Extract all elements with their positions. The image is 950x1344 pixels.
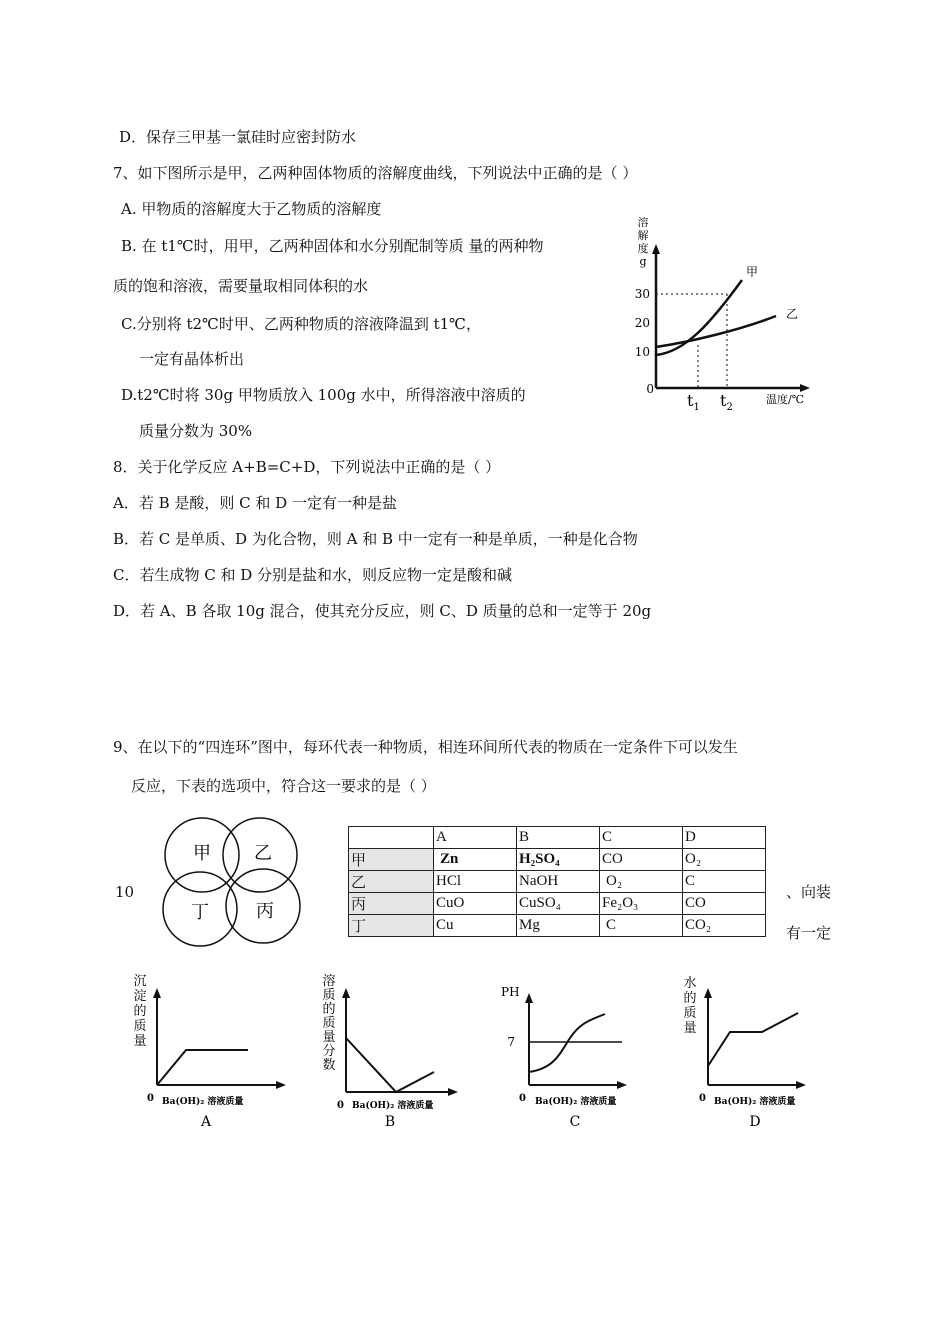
table-row bbox=[349, 893, 766, 915]
graph-d-xlabel: Ba(OH)₂ 溶液质量 bbox=[714, 1097, 796, 1107]
q7-option-b-line2: 质的饱和溶液，需要量取相同体积的水 bbox=[113, 277, 369, 295]
graph-c-ylabel: PH bbox=[501, 985, 520, 999]
q8-option-a: A．若 B 是酸，则 C 和 D 一定有一种是盐 bbox=[113, 494, 397, 512]
graph-c-label: C bbox=[569, 1114, 581, 1130]
q7-option-a: A. 甲物质的溶解度大于乙物质的溶解度 bbox=[121, 200, 382, 218]
table-cell: CO bbox=[600, 849, 683, 871]
graph-d-y-arrow bbox=[704, 988, 712, 998]
q7-option-d-line2: 质量分数为 30% bbox=[139, 422, 253, 440]
x-axis-label: 温度/℃ bbox=[766, 393, 805, 406]
graph-a-x-arrow bbox=[276, 1081, 286, 1089]
graph-a-ylabel-char: 沉 bbox=[133, 974, 147, 989]
y-tick-label: 30 bbox=[634, 287, 650, 301]
q8-option-d: D．若 A、B 各取 10g 混合，使其充分反应，则 C、D 质量的总和一定等于 20g bbox=[113, 602, 652, 620]
graph-d bbox=[670, 968, 835, 1134]
table-cell: O₂ bbox=[683, 849, 766, 871]
q6-option-d: D．保存三甲基一氯硅时应密封防水 bbox=[119, 128, 357, 146]
table-cell: 丁 bbox=[349, 915, 434, 937]
graph-a-ylabel-char: 淀 bbox=[133, 989, 147, 1004]
graph-b-ylabel-char: 量 bbox=[322, 1030, 336, 1045]
y-label-char: 溶 bbox=[637, 216, 649, 229]
q10-tail-line1: 、向装 bbox=[786, 883, 832, 901]
graph-c-x-arrow bbox=[617, 1081, 627, 1089]
graph-d-curve bbox=[708, 1013, 798, 1066]
table-header-cell: C bbox=[600, 827, 683, 849]
x-tick-t1: $t_1$ bbox=[687, 391, 700, 412]
table-cell: Zn bbox=[434, 849, 517, 871]
options-table bbox=[348, 826, 766, 937]
table-cell: HCl bbox=[434, 871, 517, 893]
graph-c-tick: 7 bbox=[507, 1035, 515, 1049]
table-cell: CuSO₄ bbox=[517, 893, 600, 915]
q8-option-c: C．若生成物 C 和 D 分别是盐和水，则反应物一定是酸和碱 bbox=[113, 566, 513, 584]
graph-d-ylabel-char: 量 bbox=[683, 1021, 697, 1036]
table-row bbox=[349, 871, 766, 893]
ring-label: 丁 bbox=[191, 902, 209, 923]
table-cell: NaOH bbox=[517, 871, 600, 893]
q7-option-c-line2: 一定有晶体析出 bbox=[139, 350, 245, 368]
table-header-cell: A bbox=[434, 827, 517, 849]
series-yi-curve bbox=[656, 316, 776, 347]
table-cell: O₂ bbox=[600, 871, 683, 893]
table-cell: C bbox=[600, 915, 683, 937]
q10-tail-line2: 有一定 bbox=[786, 924, 832, 942]
graph-b-origin: 0 bbox=[337, 1100, 344, 1111]
graph-c bbox=[495, 968, 660, 1134]
graph-b-x-arrow bbox=[448, 1088, 458, 1096]
table-cell: C bbox=[683, 871, 766, 893]
solubility-graph bbox=[630, 212, 830, 412]
graph-b-curve bbox=[346, 1038, 434, 1092]
graph-b-xlabel: Ba(OH)₂ 溶液质量 bbox=[352, 1101, 434, 1111]
y-label-char: g bbox=[639, 255, 647, 268]
graph-a-curve bbox=[157, 1050, 248, 1085]
graph-b-ylabel-char: 的 bbox=[322, 1002, 336, 1017]
graph-d-ylabel-char: 水 bbox=[683, 976, 697, 991]
q7-option-d-line1: D.t2℃时将 30g 甲物质放入 100g 水中，所得溶液中溶质的 bbox=[121, 386, 526, 404]
q7-stem: 7、如下图所示是甲，乙两种固体物质的溶解度曲线，下列说法中正确的是（ ） bbox=[113, 164, 638, 182]
graph-b-label: B bbox=[384, 1114, 396, 1130]
q8-option-b: B．若 C 是单质、D 为化合物，则 A 和 B 中一定有一种是单质，一种是化合物 bbox=[113, 530, 638, 548]
table-cell: CuO bbox=[434, 893, 517, 915]
graph-b-ylabel-char: 溶 bbox=[322, 974, 336, 989]
table-cell: Cu bbox=[434, 915, 517, 937]
q8-stem: 8．关于化学反应 A+B=C+D，下列说法中正确的是（ ） bbox=[113, 458, 501, 476]
table-cell: H₂SO₄ bbox=[517, 849, 600, 871]
q7-option-b-line1: B. 在 t1℃时，用甲，乙两种固体和水分别配制等质 量的两种物 bbox=[121, 237, 544, 255]
table-cell: CO₂ bbox=[683, 915, 766, 937]
graph-b-ylabel-char: 分 bbox=[322, 1044, 336, 1059]
series-yi-label: 乙 bbox=[786, 307, 799, 321]
q9-stem-line1: 9、在以下的“四连环”图中，每环代表一种物质，相连环间所代表的物质在一定条件下可以发生 bbox=[113, 738, 738, 756]
graph-b-ylabel-char: 质 bbox=[322, 1016, 336, 1031]
graph-a-ylabel-char: 质 bbox=[133, 1019, 147, 1034]
x-axis-arrow bbox=[800, 384, 810, 392]
graph-d-ylabel-char: 质 bbox=[683, 1006, 697, 1021]
graph-b bbox=[312, 968, 477, 1134]
y-tick-label: 20 bbox=[634, 316, 650, 330]
graph-c-xlabel: Ba(OH)₂ 溶液质量 bbox=[535, 1097, 617, 1107]
graph-d-origin: 0 bbox=[699, 1093, 706, 1104]
graph-a-ylabel-char: 的 bbox=[133, 1004, 147, 1019]
graph-b-y-arrow bbox=[342, 988, 350, 998]
ring-label: 丙 bbox=[256, 901, 274, 922]
table-cell: 丙 bbox=[349, 893, 434, 915]
graph-a-y-arrow bbox=[153, 988, 161, 998]
table-row bbox=[349, 915, 766, 937]
table-row bbox=[349, 849, 766, 871]
graph-a-xlabel: Ba(OH)₂ 溶液质量 bbox=[162, 1097, 244, 1107]
graph-a bbox=[128, 968, 293, 1134]
ring-label: 甲 bbox=[193, 843, 211, 864]
graph-c-origin: 0 bbox=[519, 1093, 526, 1104]
graph-b-ylabel-char: 质 bbox=[322, 988, 336, 1003]
x-tick-t2: $t_2$ bbox=[720, 391, 733, 412]
table-header-cell: D bbox=[683, 827, 766, 849]
ring-label: 乙 bbox=[254, 843, 272, 864]
y-label-char: 度 bbox=[637, 242, 649, 255]
y-tick-label: 10 bbox=[634, 345, 650, 359]
graph-d-x-arrow bbox=[796, 1081, 806, 1089]
q9-stem-line2: 反应，下表的选项中，符合这一要求的是（ ） bbox=[131, 777, 436, 795]
y-axis-arrow bbox=[652, 244, 660, 254]
graph-c-curve bbox=[529, 1014, 605, 1072]
graph-a-origin: 0 bbox=[147, 1093, 154, 1104]
y-tick-label: 0 bbox=[646, 382, 654, 396]
y-label-char: 解 bbox=[637, 229, 649, 242]
q7-option-c-line1: C.分别将 t2℃时甲、乙两种物质的溶液降温到 t1℃， bbox=[121, 315, 481, 333]
graph-b-ylabel-char: 数 bbox=[322, 1058, 336, 1073]
graph-c-y-arrow bbox=[525, 993, 533, 1003]
table-cell: 甲 bbox=[349, 849, 434, 871]
table-cell: Mg bbox=[517, 915, 600, 937]
table-cell: 乙 bbox=[349, 871, 434, 893]
graph-a-label: A bbox=[200, 1114, 212, 1130]
graph-a-ylabel-char: 量 bbox=[133, 1034, 147, 1049]
table-header-cell: B bbox=[517, 827, 600, 849]
four-ring-diagram bbox=[155, 815, 305, 950]
table-cell: Fe₂O₃ bbox=[600, 893, 683, 915]
table-header-cell bbox=[349, 827, 434, 849]
graph-d-label: D bbox=[749, 1114, 761, 1130]
q10-number: 10 bbox=[115, 883, 135, 901]
table-header-row bbox=[349, 827, 766, 849]
graph-d-ylabel-char: 的 bbox=[683, 991, 697, 1006]
table-cell: CO bbox=[683, 893, 766, 915]
series-jia-label: 甲 bbox=[746, 265, 759, 279]
